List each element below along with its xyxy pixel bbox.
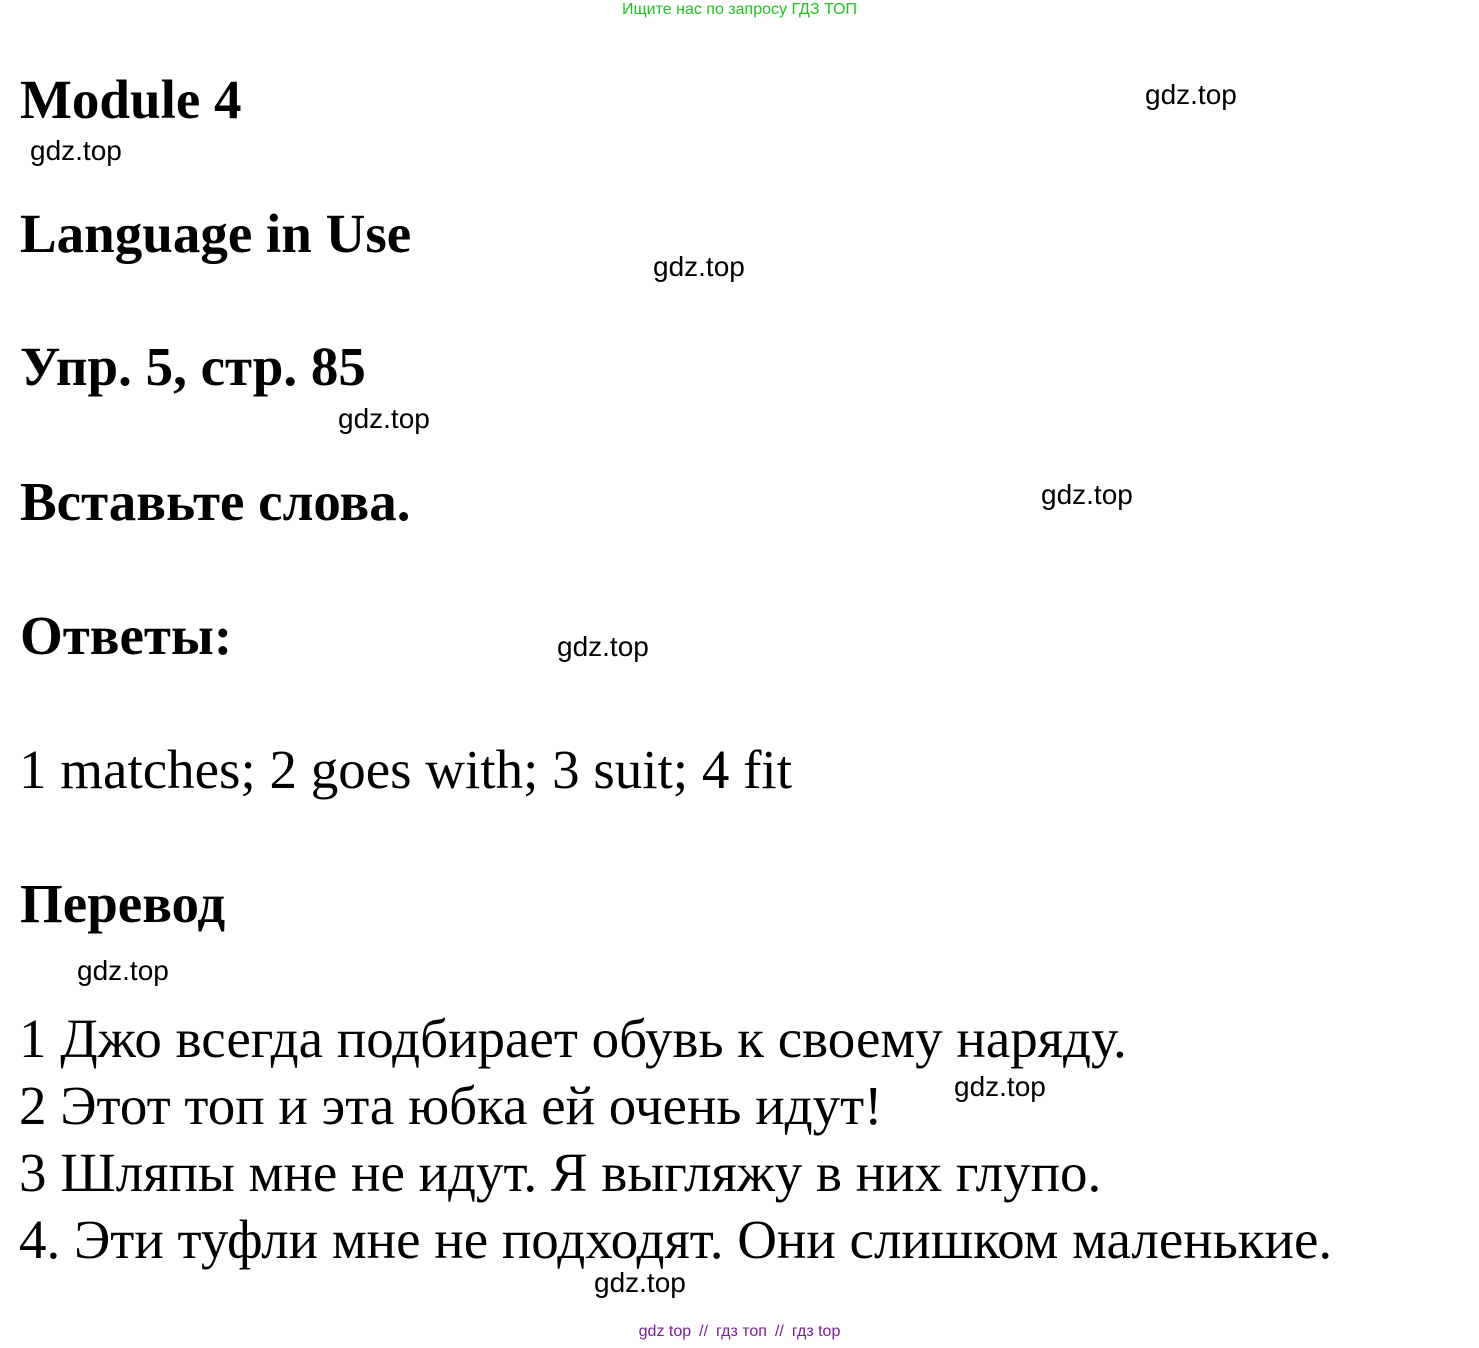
translation-line: 4. Эти туфли мне не подходят. Они слишком маленькие. xyxy=(19,1209,1333,1270)
module-title: Module 4 xyxy=(20,69,242,130)
translation-line: 3 Шляпы мне не идут. Я выгляжу в них глупо. xyxy=(19,1142,1102,1203)
answers-heading: Ответы: xyxy=(20,605,233,666)
footer-link[interactable]: gdz top xyxy=(638,1323,692,1340)
watermark: gdz.top xyxy=(653,251,745,282)
translation-heading: Перевод xyxy=(20,873,226,934)
watermark: gdz.top xyxy=(1041,479,1133,510)
exercise-title: Упр. 5, стр. 85 xyxy=(20,336,366,397)
footer-link[interactable]: гдз топ xyxy=(716,1323,767,1340)
translation-line: 2 Этот топ и эта юбка ей очень идут! xyxy=(19,1075,883,1136)
section-title: Language in Use xyxy=(20,203,412,264)
watermark: gdz.top xyxy=(77,955,169,986)
watermark: gdz.top xyxy=(338,403,430,434)
answers-text: 1 matches; 2 goes with; 3 suit; 4 fit xyxy=(19,739,792,800)
footer-separator: // xyxy=(699,1323,709,1340)
watermark: gdz.top xyxy=(954,1071,1046,1102)
footer-links xyxy=(0,1323,1479,1341)
watermark: gdz.top xyxy=(30,135,122,166)
translation-line: 1 Джо всегда подбирает обувь к своему наряду. xyxy=(19,1008,1127,1069)
task-instruction: Вставьте слова. xyxy=(20,471,411,532)
search-hint-banner[interactable]: Ищите нас по запросу ГДЗ ТОП xyxy=(622,1,857,18)
footer-separator: // xyxy=(774,1323,784,1340)
watermark: gdz.top xyxy=(1145,79,1237,110)
watermark: gdz.top xyxy=(594,1267,686,1298)
watermark: gdz.top xyxy=(557,631,649,662)
footer-link[interactable]: гдз top xyxy=(791,1323,841,1340)
